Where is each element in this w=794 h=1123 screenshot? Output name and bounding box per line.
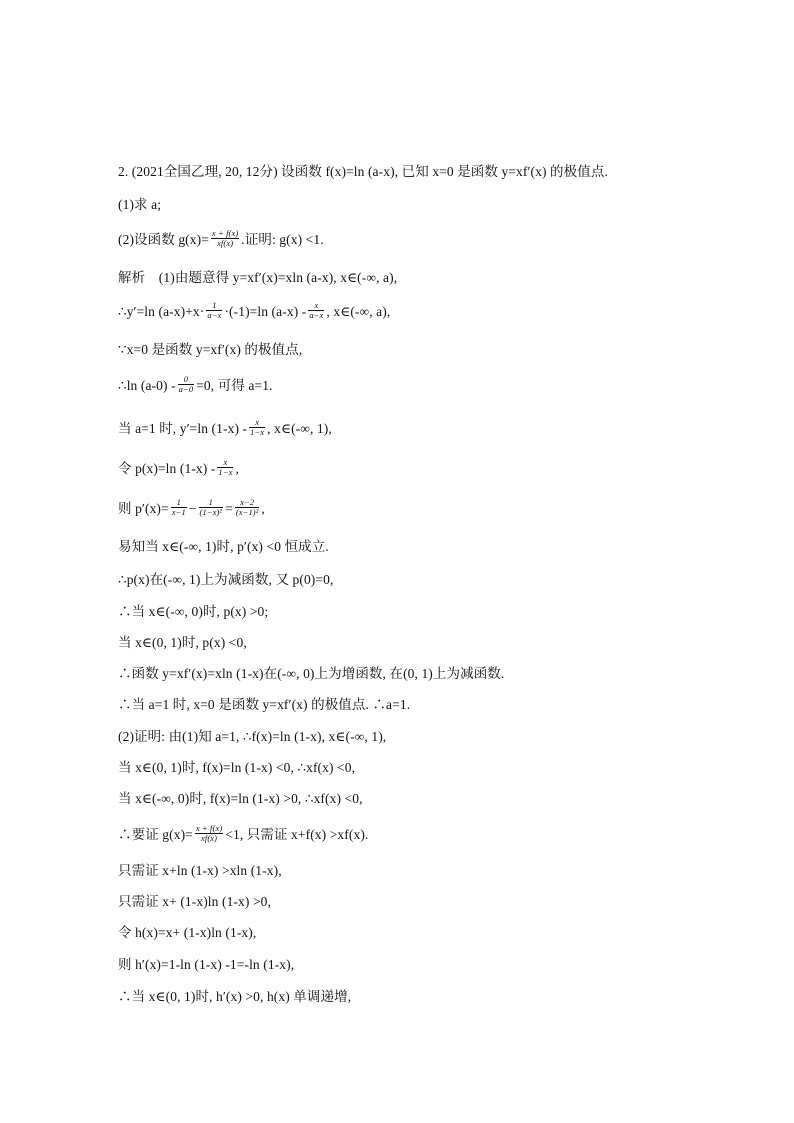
fraction-numerator: x + f(x) bbox=[195, 823, 223, 834]
solution-line bbox=[118, 634, 247, 652]
line-text-pre: ∴要证 g(x)= bbox=[118, 827, 193, 842]
fraction-numerator: 1 bbox=[171, 498, 187, 508]
solution-line bbox=[118, 988, 351, 1006]
line-text-post: , bbox=[261, 501, 265, 516]
line-text-pre: 令 p(x)=ln (1-x) - bbox=[118, 461, 216, 476]
solution-line bbox=[118, 665, 504, 683]
line-text-mid: − bbox=[188, 501, 197, 516]
line-text-pre: ∴y′=ln (a-x)+x· bbox=[118, 304, 205, 319]
fraction-denominator: xf(x) bbox=[201, 833, 218, 844]
fraction bbox=[308, 301, 324, 320]
fraction-denominator: 1−x bbox=[218, 467, 233, 478]
line-text: ∵x=0 是函数 y=xf′(x) 的极值点, bbox=[118, 342, 303, 357]
solution-line bbox=[118, 862, 282, 880]
line-text-mid: ·(-1)=ln (a-x) - bbox=[224, 304, 307, 319]
line-text-mid: = bbox=[225, 501, 233, 516]
solution-line bbox=[118, 497, 265, 519]
line-text: 解析 (1)由题意得 y=xf′(x)=xln (a-x), x∈(-∞, a), bbox=[118, 270, 398, 285]
line-text-post: , x∈(-∞, a), bbox=[326, 304, 391, 319]
solution-line bbox=[118, 893, 271, 911]
line-text: 易知当 x∈(-∞, 1)时, p′(x) <0 恒成立. bbox=[118, 539, 329, 554]
fraction bbox=[195, 824, 223, 843]
solution-line bbox=[118, 417, 332, 439]
line-text-pre: (2)设函数 g(x)= bbox=[118, 232, 209, 247]
line-text: 则 h′(x)=1-ln (1-x) -1=-ln (1-x), bbox=[118, 957, 295, 972]
line-text: 只需证 x+ln (1-x) >xln (1-x), bbox=[118, 863, 282, 878]
solution-line bbox=[118, 341, 302, 359]
fraction-numerator: x bbox=[217, 458, 233, 468]
line-text-pre: ∴ln (a-0) - bbox=[118, 378, 176, 393]
line-text: 当 x∈(0, 1)时, p(x) <0, bbox=[118, 635, 247, 650]
line-text: 当 x∈(0, 1)时, f(x)=ln (1-x) <0, ∴xf(x) <0, bbox=[118, 760, 356, 775]
solution-line bbox=[118, 571, 333, 589]
line-text: ∴p(x)在(-∞, 1)上为减函数, 又 p(0)=0, bbox=[118, 572, 334, 587]
solution-line bbox=[118, 823, 369, 845]
fraction-denominator: (1−x)² bbox=[199, 507, 223, 518]
line-text-post: .证明: g(x) <1. bbox=[241, 232, 324, 247]
fraction bbox=[235, 498, 260, 517]
line-text-pre: 当 a=1 时, y′=ln (1-x) - bbox=[118, 421, 248, 436]
solution-line bbox=[118, 696, 410, 714]
solution-line bbox=[118, 728, 386, 746]
line-text-pre: 则 p′(x)= bbox=[118, 501, 169, 516]
line-text: ∴当 x∈(-∞, 0)时, p(x) >0; bbox=[118, 604, 269, 619]
question-part-1 bbox=[118, 196, 161, 214]
line-text: ∴函数 y=xf′(x)=xln (1-x)在(-∞, 0)上为增函数, 在(0, 1)上为减函数. bbox=[118, 666, 505, 681]
fraction bbox=[211, 229, 239, 248]
line-text: 令 h(x)=x+ (1-x)ln (1-x), bbox=[118, 925, 257, 940]
line-text: 2. (2021全国乙理, 20, 12分) 设函数 f(x)=ln (a-x), 已知 x=0 是函数 y=xf′(x) 的极值点. bbox=[118, 164, 608, 179]
fraction-numerator: x bbox=[308, 301, 324, 311]
fraction-denominator: xf(x) bbox=[217, 238, 234, 249]
solution-line bbox=[118, 956, 294, 974]
problem-statement bbox=[118, 163, 608, 181]
line-text: (1)求 a; bbox=[118, 197, 162, 212]
solution-line bbox=[118, 538, 329, 556]
solution-line bbox=[118, 790, 363, 808]
question-part-2 bbox=[118, 228, 324, 250]
solution-line bbox=[118, 374, 273, 396]
fraction bbox=[206, 301, 222, 320]
solution-line bbox=[118, 457, 239, 479]
fraction bbox=[217, 458, 233, 477]
fraction-denominator: (x−1)² bbox=[235, 507, 259, 518]
fraction-numerator: 1 bbox=[199, 498, 224, 508]
solution-line bbox=[118, 759, 355, 777]
line-text: (2)证明: 由(1)知 a=1, ∴f(x)=ln (1-x), x∈(-∞, 1), bbox=[118, 729, 387, 744]
line-text-post: <1, 只需证 x+f(x) >xf(x). bbox=[225, 827, 369, 842]
line-text-post: , x∈(-∞, 1), bbox=[267, 421, 332, 436]
line-text-post: , bbox=[235, 461, 239, 476]
fraction-numerator: x bbox=[249, 418, 265, 428]
fraction bbox=[178, 375, 195, 394]
line-text: ∴当 x∈(0, 1)时, h′(x) >0, h(x) 单调递增, bbox=[118, 989, 352, 1004]
fraction-numerator: x−2 bbox=[235, 498, 260, 508]
fraction-numerator: 0 bbox=[178, 375, 195, 385]
fraction bbox=[171, 498, 187, 517]
line-text: 当 x∈(-∞, 0)时, f(x)=ln (1-x) >0, ∴xf(x) <0, bbox=[118, 791, 363, 806]
fraction bbox=[249, 418, 265, 437]
fraction-denominator: a−x bbox=[207, 310, 222, 321]
line-text-post: =0, 可得 a=1. bbox=[196, 378, 273, 393]
fraction-denominator: x−1 bbox=[171, 507, 186, 518]
fraction-numerator: 1 bbox=[206, 301, 222, 311]
fraction-denominator: 1−x bbox=[250, 427, 265, 438]
fraction-denominator: a−0 bbox=[178, 384, 194, 395]
solution-line bbox=[118, 603, 268, 621]
fraction bbox=[199, 498, 224, 517]
line-text: 只需证 x+ (1-x)ln (1-x) >0, bbox=[118, 894, 271, 909]
fraction-denominator: a−x bbox=[309, 310, 324, 321]
line-text: ∴当 a=1 时, x=0 是函数 y=xf′(x) 的极值点. ∴a=1. bbox=[118, 697, 411, 712]
solution-line bbox=[118, 269, 397, 287]
solution-line bbox=[118, 924, 256, 942]
fraction-numerator: x + f(x) bbox=[211, 228, 239, 239]
solution-line bbox=[118, 300, 391, 322]
